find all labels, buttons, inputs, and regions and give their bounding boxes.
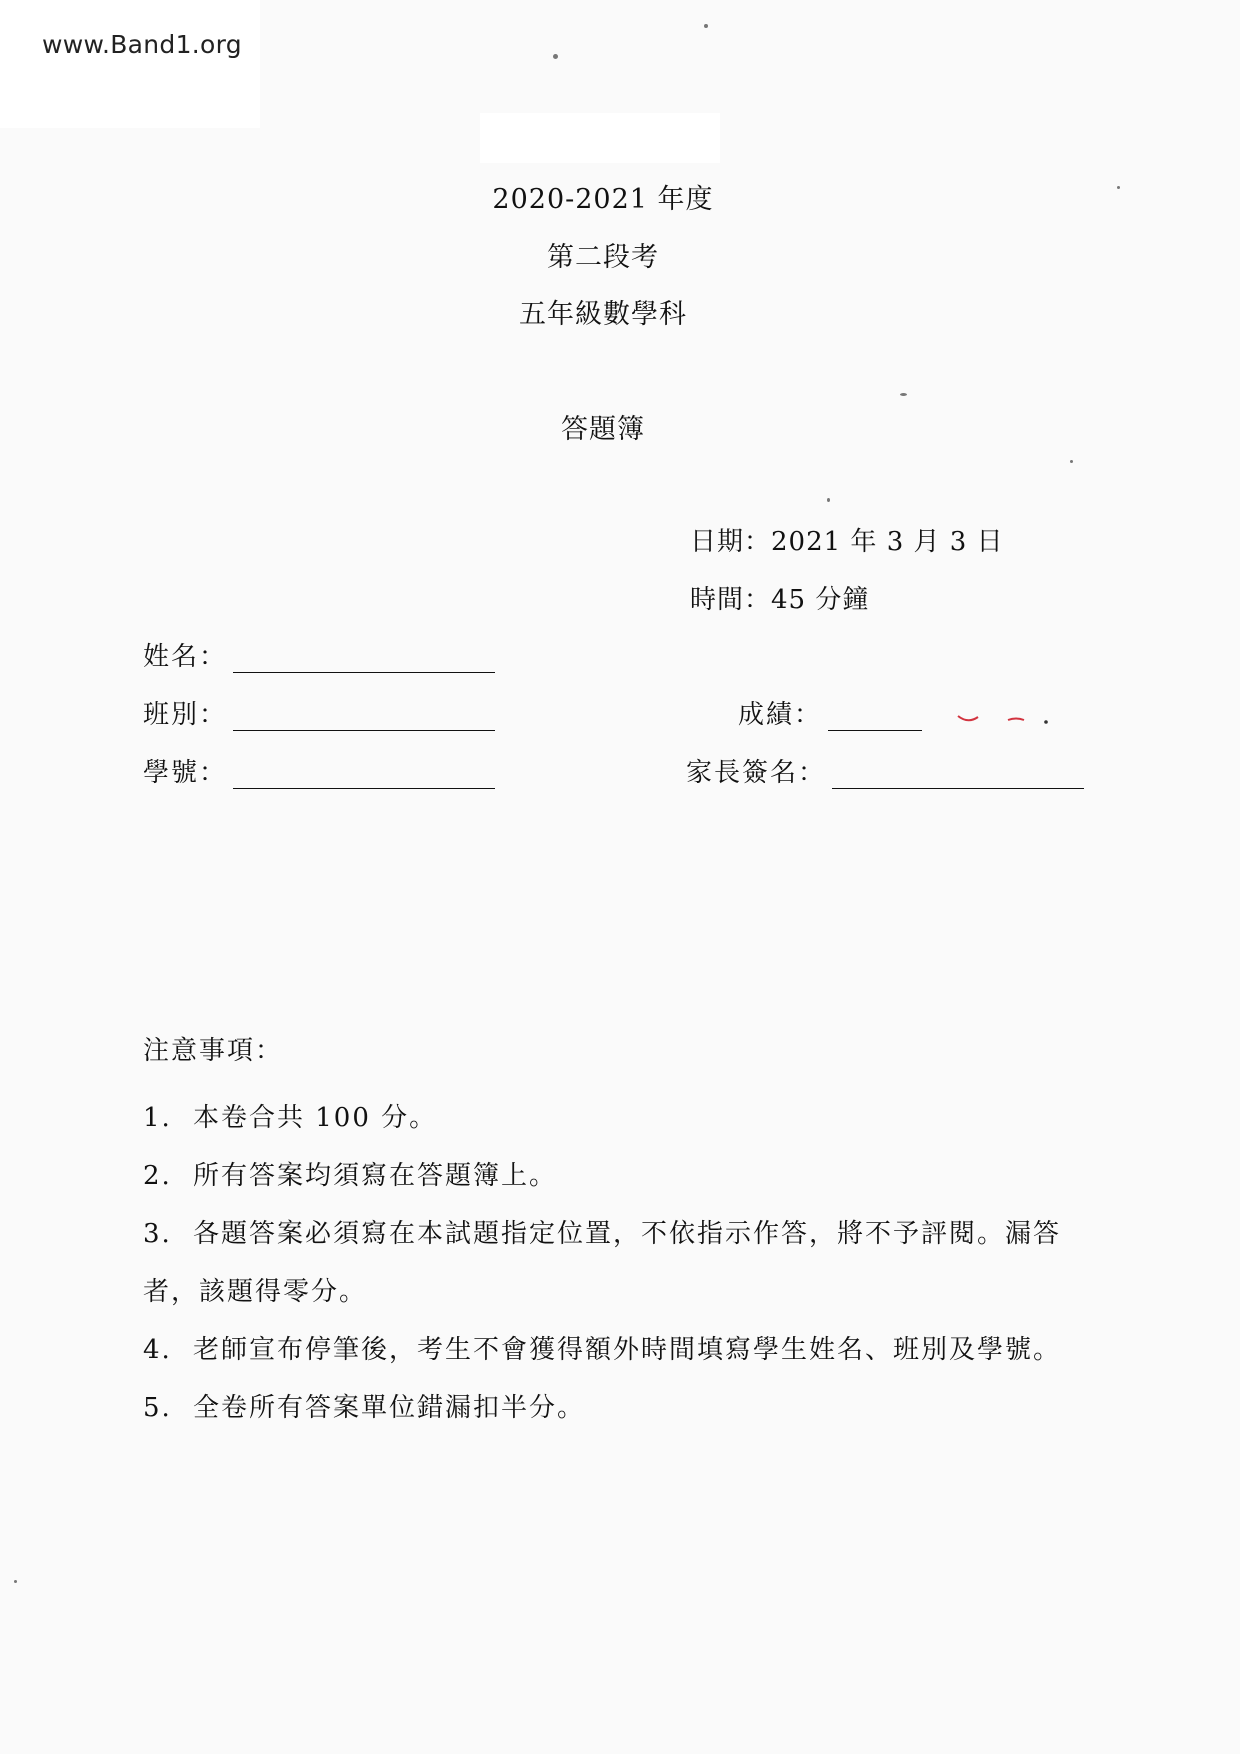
instruction-item [143, 1147, 1103, 1205]
scan-speck [1070, 460, 1073, 463]
instructions-heading: 注意事項： [143, 1036, 284, 1066]
scan-speck [1117, 186, 1120, 189]
instruction-text: 所有答案均須寫在答題簿上。 [193, 1161, 558, 1191]
instruction-text: 本卷合共 100 分。 [193, 1103, 438, 1133]
booklet-title: 答題簿 [561, 414, 645, 445]
red-pen-marks [950, 708, 1060, 728]
redaction-mask [480, 113, 720, 163]
instruction-number: 1. [143, 1103, 172, 1133]
instruction-number: 4. [143, 1335, 172, 1365]
instruction-text: 老師宣布停筆後，考生不會獲得額外時間填寫學生姓名、班別及學號。 [193, 1335, 1062, 1365]
instruction-item [143, 1321, 1103, 1379]
score-label: 成績： [738, 700, 823, 730]
instruction-item [143, 1379, 1103, 1437]
class-line[interactable] [233, 702, 495, 731]
student-number-field [143, 752, 495, 789]
scan-speck [900, 393, 907, 396]
exam-title: 第二段考 [547, 242, 659, 273]
instruction-text: 各題答案必須寫在本試題指定位置，不依指示作答，將不予評閱。漏答者，該題得零分。 [143, 1219, 1062, 1307]
scan-speck [827, 498, 830, 502]
name-label: 姓名： [143, 642, 228, 672]
student-number-line[interactable] [233, 760, 495, 789]
class-field [143, 694, 495, 731]
parent-signature-field [686, 752, 1084, 789]
class-label: 班別： [143, 700, 228, 730]
instruction-number: 5. [143, 1393, 172, 1423]
name-line[interactable] [233, 644, 495, 673]
scan-speck [553, 54, 558, 59]
score-field [738, 694, 922, 731]
instructions [143, 1030, 1103, 1437]
watermark-text[interactable]: www.Band1.org [42, 30, 242, 59]
instruction-text: 全卷所有答案單位錯漏扣半分。 [193, 1393, 586, 1423]
parent-signature-line[interactable] [832, 760, 1084, 789]
exam-duration: 時間：45 分鐘 [690, 585, 870, 615]
instruction-item [143, 1205, 1103, 1321]
instruction-number: 3. [143, 1219, 172, 1249]
scan-speck [704, 24, 708, 28]
school-year: 2020-2021 年度 [492, 184, 714, 215]
student-number-label: 學號： [143, 758, 228, 788]
instruction-number: 2. [143, 1161, 172, 1191]
watermark [0, 0, 260, 128]
instruction-item [143, 1089, 1103, 1147]
scan-speck [14, 1580, 17, 1583]
name-field [143, 636, 495, 673]
subject-title: 五年級數學科 [519, 299, 687, 330]
parent-signature-label: 家長簽名： [686, 758, 827, 788]
exam-date: 日期：2021 年 3 月 3 日 [690, 527, 1004, 557]
score-line[interactable] [828, 702, 922, 731]
